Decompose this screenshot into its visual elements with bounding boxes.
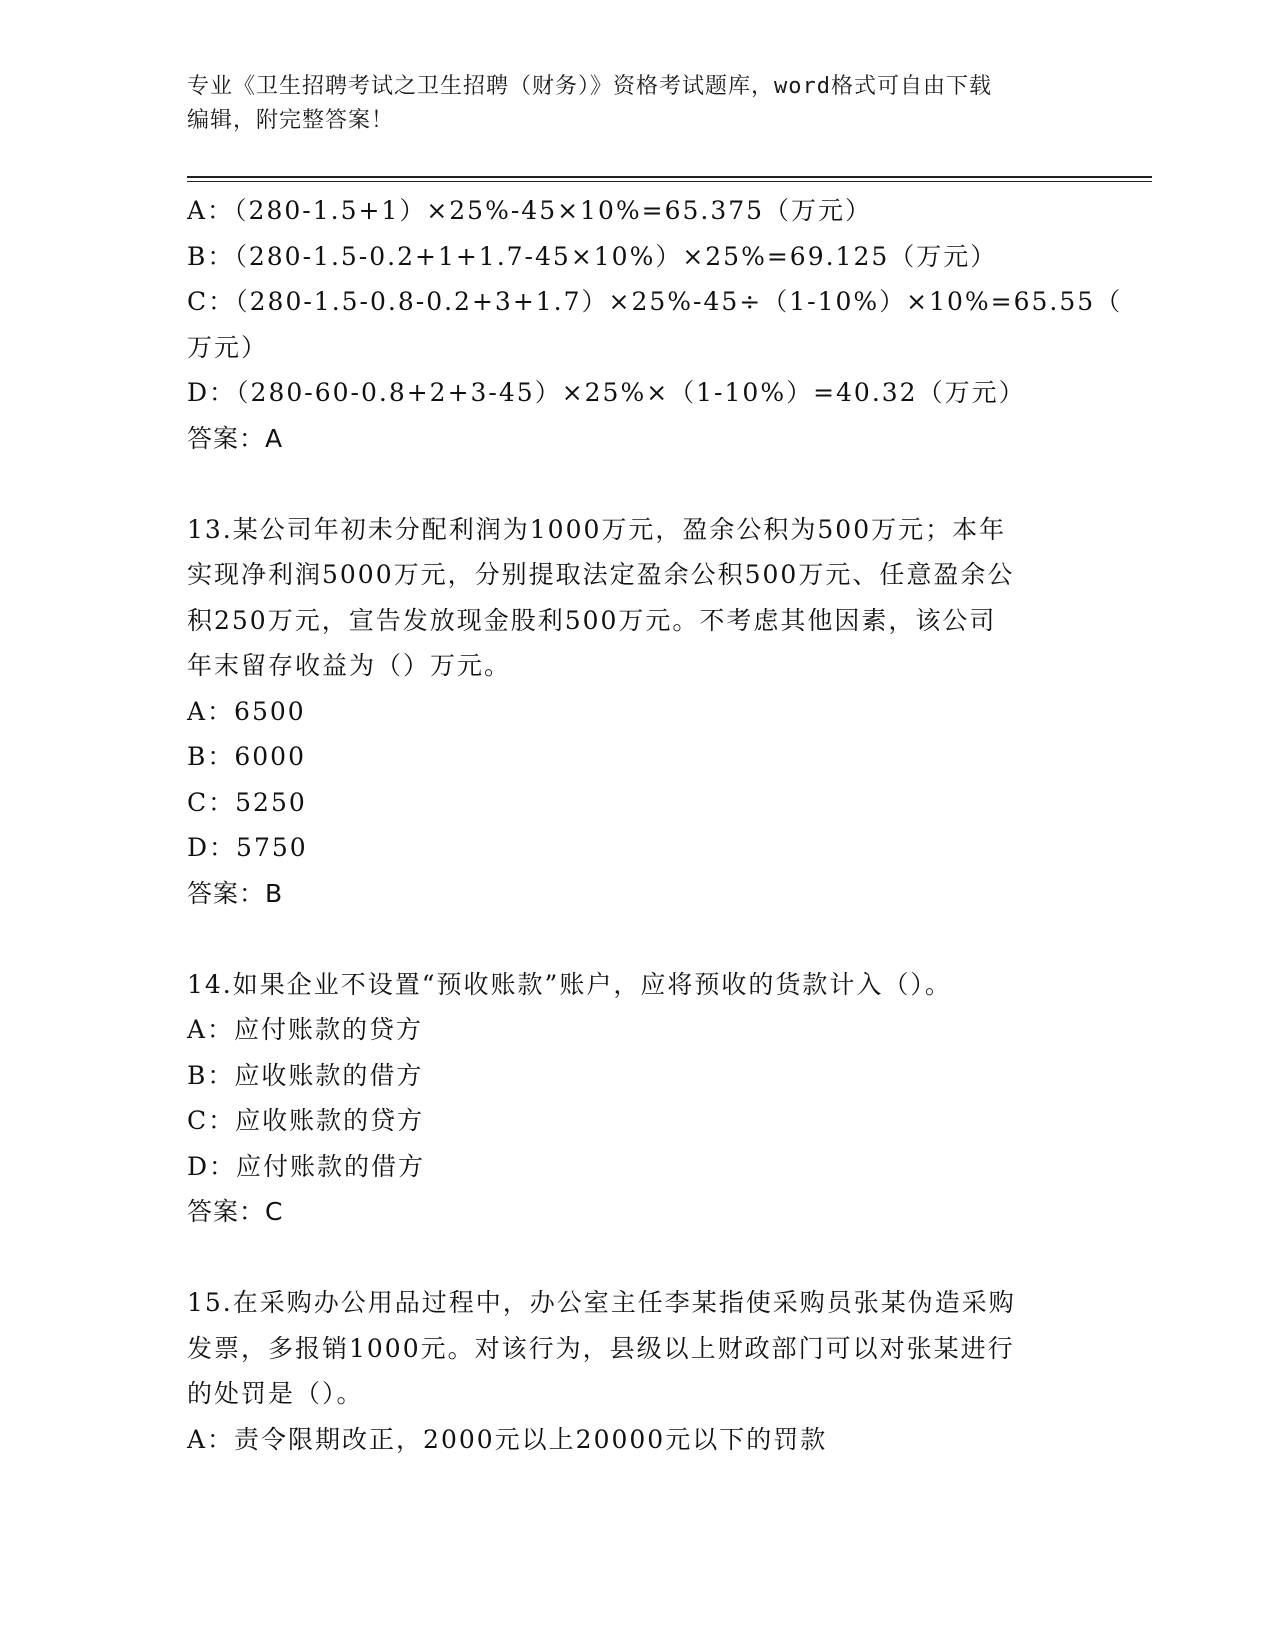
q14-stem-line-1: 14.如果企业不设置“预收账款”账户，应将预收的货款计入（）。 xyxy=(187,969,952,999)
header-divider-thin xyxy=(187,181,1152,182)
q14-option-a: A：应付账款的贷方 xyxy=(187,1015,424,1044)
q12-option-b: B：（280-1.5-0.2+1+1.7-45×10%）×25%=69.125（万元） xyxy=(187,241,998,271)
q12-option-c-line-1: C：（280-1.5-0.8-0.2+3+1.7）×25%-45÷（1-10%）×10%=65.55（ xyxy=(187,287,1123,316)
question-14-block xyxy=(187,962,1087,1235)
q13-stem-line-1: 13.某公司年初未分配利润为1000万元，盈余公积为500万元；本年 xyxy=(187,514,1007,544)
q13-option-d: D：5750 xyxy=(187,833,308,862)
q15-stem-line-1: 15.在采购办公用品过程中，办公室主任李某指使采购员张某伪造采购 xyxy=(187,1288,1016,1317)
q13-answer: 答案：B xyxy=(187,878,284,908)
q13-stem-line-2: 实现净利润5000万元，分别提取法定盈余公积500万元、任意盈余公 xyxy=(187,560,1015,589)
q13-option-b: B：6000 xyxy=(187,742,306,771)
q12-option-a: A：（280-1.5+1）×25%-45×10%=65.375（万元） xyxy=(187,196,873,225)
question-15-block xyxy=(187,1280,1087,1462)
spacer xyxy=(187,916,1087,962)
question-13-block xyxy=(187,507,1087,917)
question-12-block xyxy=(187,188,1123,461)
spacer xyxy=(187,461,1087,507)
spacer xyxy=(187,1235,1087,1281)
q12-option-d: D：（280-60-0.8+2+3-45）×25%×（1-10%）=40.32（万元） xyxy=(187,378,1026,407)
q14-option-c: C：应收账款的贷方 xyxy=(187,1106,425,1135)
question-content xyxy=(187,188,1123,1462)
q13-stem-line-3: 积250万元，宣告发放现金股利500万元。不考虑其他因素，该公司 xyxy=(187,605,997,635)
q13-option-c: C：5250 xyxy=(187,787,307,817)
header-line-1: 专业《卫生招聘考试之卫生招聘（财务）》资格考试题库，word格式可自由下载 xyxy=(187,74,992,99)
q12-option-c-line-2: 万元） xyxy=(187,332,269,362)
q15-option-a: A：责令限期改正，2000元以上20000元以下的罚款 xyxy=(187,1424,828,1454)
q15-stem-line-3: 的处罚是（）。 xyxy=(187,1379,364,1408)
header-divider-thick xyxy=(187,176,1152,178)
q15-stem-line-2: 发票，多报销1000元。对该行为，县级以上财政部门可以对张某进行 xyxy=(187,1333,1015,1363)
document-header xyxy=(187,70,1067,138)
q14-answer: 答案：C xyxy=(187,1197,284,1226)
header-line-2: 编辑，附完整答案！ xyxy=(187,108,395,133)
q12-answer: 答案：A xyxy=(187,423,284,453)
q13-stem-line-4: 年末留存收益为（）万元。 xyxy=(187,651,512,680)
q13-option-a: A：6500 xyxy=(187,696,306,726)
q14-option-b: B：应收账款的借方 xyxy=(187,1060,424,1090)
q14-option-d: D：应付账款的借方 xyxy=(187,1151,426,1181)
